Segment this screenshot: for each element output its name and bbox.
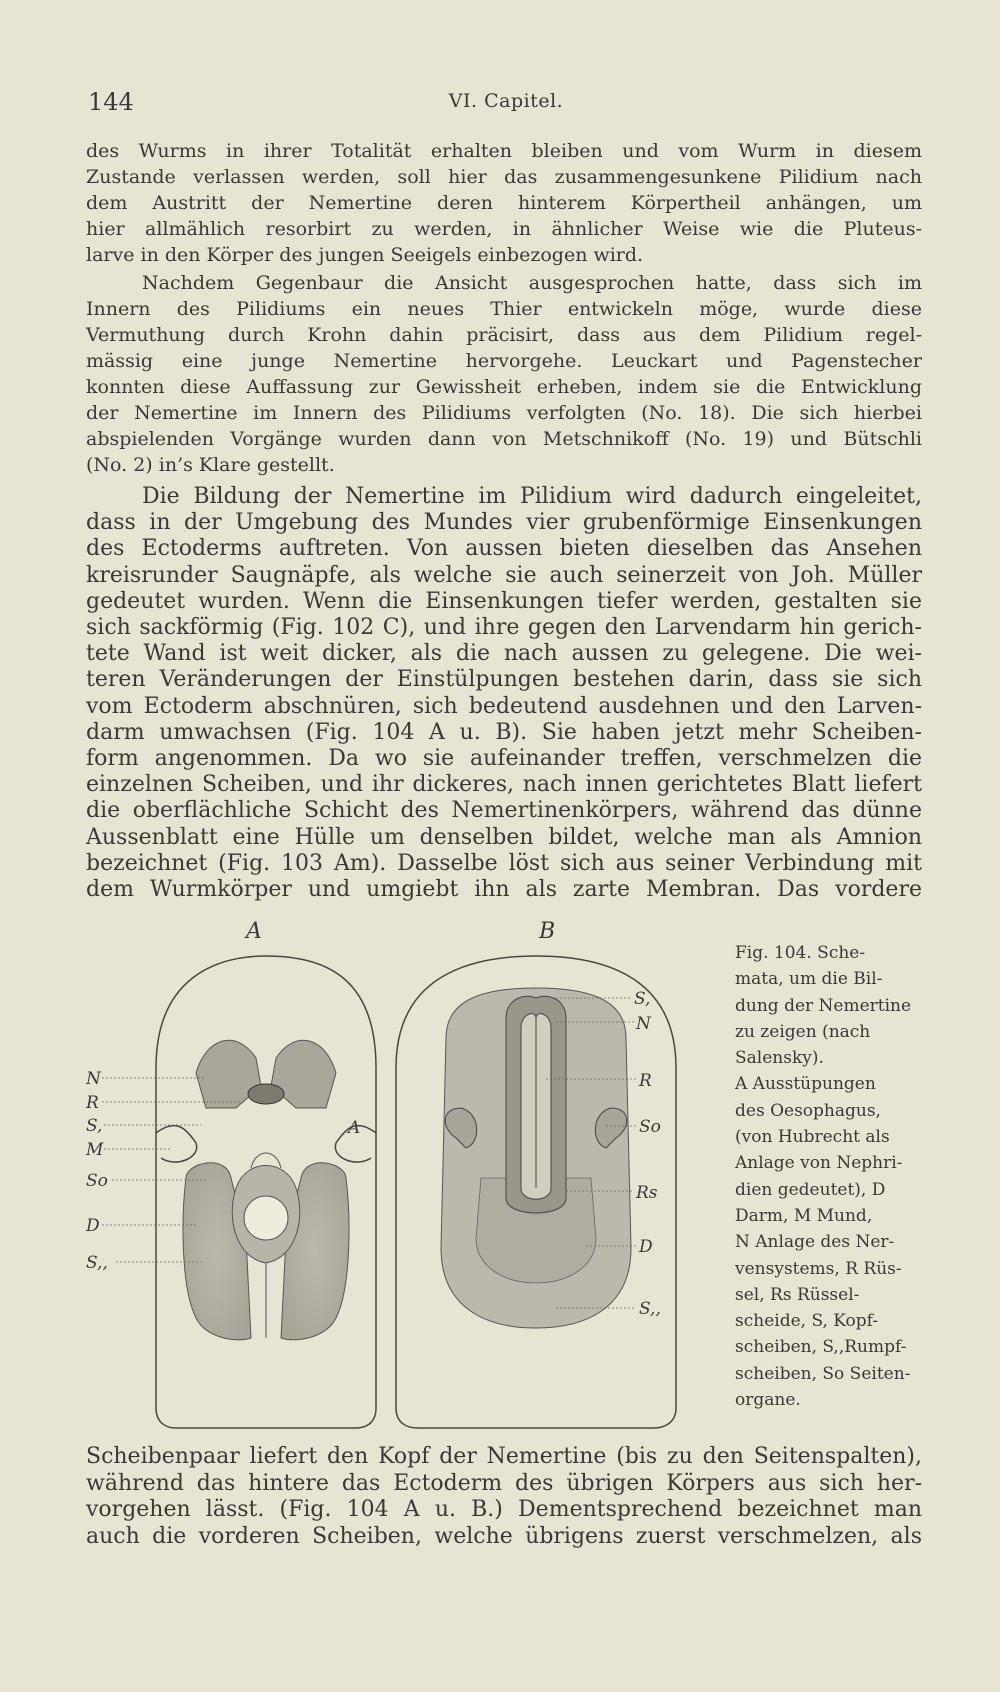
label-m: M xyxy=(86,1140,104,1160)
text-line: bezeichnet (Fig. 103 Am). Dasselbe löst sich aus seiner Verbindung mit xyxy=(86,850,922,876)
caption-line: dien gedeutet), D xyxy=(735,1179,886,1200)
text-line: tete Wand ist weit dicker, als die nach aussen zu gelegene. Die wei- xyxy=(86,641,922,667)
caption-line: scheide, S, Kopf- xyxy=(735,1311,879,1332)
text-line: einzelnen Scheiben, und ihr dickeres, nach innen gerichtetes Blatt liefert xyxy=(86,772,922,798)
panel-a-left-fold xyxy=(156,1126,197,1162)
caption-line: Salensky). xyxy=(735,1048,824,1069)
paragraph-3 xyxy=(86,484,922,903)
text-line: Nachdem Gegenbaur die Ansicht ausgesprochen hatte, dass sich im xyxy=(142,272,922,294)
running-title: VI. Capitel. xyxy=(448,90,564,112)
panel-a-nerve-anlage xyxy=(248,1084,284,1104)
label-b-n: N xyxy=(636,1014,651,1034)
text-line: mässig eine junge Nemertine hervorgehe. Leuckart und Pagenstecher xyxy=(86,350,922,372)
caption-line: A Ausstüpungen xyxy=(735,1074,876,1095)
caption-line: Anlage von Nephri- xyxy=(735,1153,903,1174)
text-line: Scheibenpaar liefert den Kopf der Nemertine (bis zu den Seitenspalten), xyxy=(86,1444,922,1469)
label-s1: S, xyxy=(86,1116,103,1136)
caption-line: zu zeigen (nach xyxy=(735,1021,871,1042)
text-line: vom Ectoderm abschnüren, sich bedeutend ausdehnen und den Larven- xyxy=(86,693,922,719)
caption-line: des Oesophagus, xyxy=(735,1100,881,1121)
label-d: D xyxy=(86,1216,100,1236)
label-b-s1: S, xyxy=(634,989,651,1009)
label-b-d: D xyxy=(639,1237,653,1257)
figure-104 xyxy=(86,918,696,1438)
caption-line: scheiben, S,,Rumpf- xyxy=(735,1337,907,1358)
caption-line: Fig. 104. Sche- xyxy=(735,943,866,963)
text-line: die oberflächliche Schicht des Nemertinenkörpers, während das dünne xyxy=(86,798,922,824)
caption-line: sel, Rs Rüssel- xyxy=(735,1284,860,1305)
caption-line: N Anlage des Ner- xyxy=(735,1232,895,1253)
text-line: larve in den Körper des jungen Seeigels einbezogen wird. xyxy=(86,244,644,266)
text-line: darm umwachsen (Fig. 104 A u. B). Sie haben jetzt mehr Scheiben- xyxy=(86,719,922,745)
text-line: teren Veränderungen der Einstülpungen bestehen darin, dass sie sich xyxy=(86,667,922,693)
paragraph-1 xyxy=(86,138,922,268)
caption-line: mata, um die Bil- xyxy=(735,969,883,990)
figure-caption xyxy=(735,940,923,1413)
figure-label-a: A xyxy=(246,919,262,944)
label-a-inner: A xyxy=(348,1118,361,1138)
text-line: des Ectoderms auftreten. Von aussen bieten dieselben das Ansehen xyxy=(86,536,922,562)
text-line: konnten diese Auffassung zur Gewissheit erheben, indem sie die Entwicklung xyxy=(86,376,922,398)
figure-label-b: B xyxy=(539,919,556,944)
text-line: (No. 2) in’s Klare gestellt. xyxy=(86,454,335,476)
text-line: des Wurms in ihrer Totalität erhalten bleiben und vom Wurm in diesem xyxy=(86,140,922,162)
text-line: Vermuthung durch Krohn dahin präcisirt, dass aus dem Pilidium regel- xyxy=(86,324,922,346)
panel-b-labels xyxy=(634,989,661,1319)
text-line: Innern des Pilidiums ein neues Thier entwickeln möge, wurde diese xyxy=(86,298,922,320)
text-line: hier allmählich resorbirt zu werden, in ähnlicher Weise wie die Pluteus- xyxy=(86,218,922,240)
caption-line: Darm, M Mund, xyxy=(735,1205,873,1226)
panel-a-mouth xyxy=(244,1196,288,1240)
caption-line: vensystems, R Rüs- xyxy=(735,1258,902,1279)
paragraph-4 xyxy=(86,1444,922,1550)
page-number: 144 xyxy=(88,88,134,116)
text-line: kreisrunder Saugnäpfe, als welche sie auch seinerzeit von Joh. Müller xyxy=(86,562,922,588)
page-header xyxy=(88,88,924,118)
label-so: So xyxy=(86,1171,108,1191)
text-line: dem Austritt der Nemertine deren hinterem Körpertheil anhängen, um xyxy=(86,192,922,214)
text-line: Aussenblatt eine Hülle um denselben bildet, welche man als Amnion xyxy=(86,824,922,850)
text-line: abspielenden Vorgänge wurden dann von Metschnikoff (No. 19) und Bütschli xyxy=(86,428,922,450)
text-line: Die Bildung der Nemertine im Pilidium wird dadurch eingeleitet, xyxy=(142,484,922,509)
text-line: auch die vorderen Scheiben, welche übrigens zuerst verschmelzen, als xyxy=(86,1523,922,1549)
text-line: dem Wurmkörper und umgiebt ihn als zarte Membran. Das vordere xyxy=(86,877,922,903)
label-r: R xyxy=(86,1093,99,1113)
text-line: dass in der Umgebung des Mundes vier grubenförmige Einsenkungen xyxy=(86,510,922,536)
label-b-rs: Rs xyxy=(636,1183,658,1203)
text-line: sich sackförmig (Fig. 102 C), und ihre gegen den Larvendarm hin gerich- xyxy=(86,615,922,641)
figure-104-drawing xyxy=(86,918,696,1438)
label-s2: S,, xyxy=(86,1253,108,1273)
text-line: Zustande verlassen werden, soll hier das zusammengesunkene Pilidium nach xyxy=(86,166,922,188)
text-line: form angenommen. Da wo sie aufeinander treffen, verschmelzen die xyxy=(86,746,922,772)
text-line: während das hintere das Ectoderm des übrigen Körpers aus sich her- xyxy=(86,1470,922,1496)
label-b-so: So xyxy=(639,1117,661,1137)
label-b-s2: S,, xyxy=(639,1299,661,1319)
text-line: der Nemertine im Innern des Pilidiums verfolgten (No. 18). Die sich hierbei xyxy=(86,402,922,424)
paragraph-2 xyxy=(86,270,922,478)
caption-line: dung der Nemertine xyxy=(735,995,912,1016)
text-line: gedeutet wurden. Wenn die Einsenkungen tiefer werden, gestalten sie xyxy=(86,588,922,614)
text-line: vorgehen lässt. (Fig. 104 A u. B.) Dementsprechend bezeichnet man xyxy=(86,1497,922,1522)
caption-line: organe. xyxy=(735,1390,801,1411)
label-n: N xyxy=(86,1069,101,1089)
caption-line: (von Hubrecht als xyxy=(735,1127,890,1148)
label-b-r: R xyxy=(639,1071,652,1091)
caption-line: scheiben, So Seiten- xyxy=(735,1363,911,1384)
